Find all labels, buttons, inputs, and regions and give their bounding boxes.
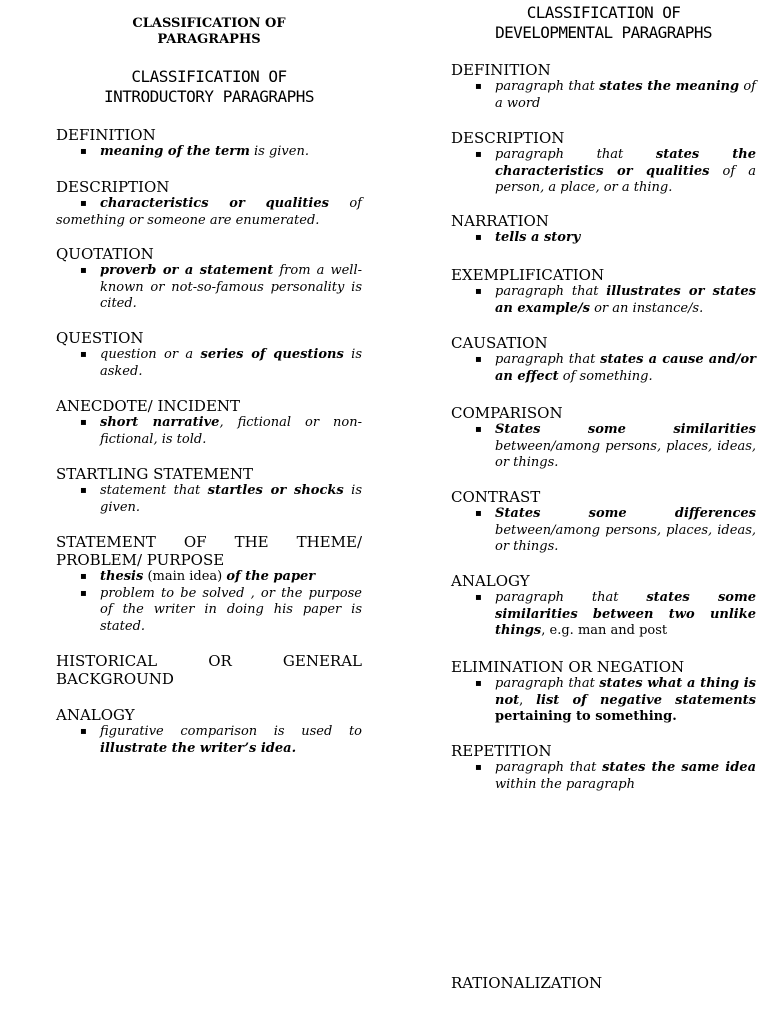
- dev-definition-bullet: ▪ paragraph that states the meaning of a word: [451, 79, 756, 112]
- intro-anecdote-term: ANECDOTE/ INCIDENT: [56, 397, 241, 415]
- intro-historical-term-line1: HISTORICAL OR GENERAL: [56, 652, 362, 670]
- introductory-title: [56, 67, 362, 107]
- dev-rationalization-term: RATIONALIZATION: [451, 974, 603, 992]
- intro-historical-section: [56, 652, 362, 688]
- intro-analogy-bullet: ▪ figurative comparison is used to illustrate the writer’s idea.: [56, 724, 362, 757]
- main-title: [56, 16, 362, 48]
- dev-comparison-section: [451, 404, 756, 472]
- dev-causation-term: CAUSATION: [451, 334, 548, 352]
- dev-description-term: DESCRIPTION: [451, 129, 565, 147]
- main-title-line1: CLASSIFICATION OF: [132, 16, 286, 31]
- dev-contrast-section: [451, 488, 756, 556]
- dev-description-section: [451, 129, 756, 197]
- intro-historical-term: [56, 652, 362, 688]
- developmental-title-line1: CLASSIFICATION OF: [526, 3, 681, 22]
- intro-quotation-term: QUOTATION: [56, 245, 154, 263]
- intro-description-term: DESCRIPTION: [56, 178, 170, 196]
- dev-causation-section: [451, 334, 756, 385]
- dev-elimination-section: [451, 658, 756, 726]
- introductory-title-line1: CLASSIFICATION OF: [131, 67, 287, 86]
- intro-startling-bullet: ▪ statement that startles or shocks is given.: [56, 483, 362, 516]
- dev-comparison-term: COMPARISON: [451, 404, 563, 422]
- dev-analogy-term: ANALOGY: [451, 572, 530, 590]
- intro-theme-bullet-2: ▪ problem to be solved , or the purpose of the writer in doing his paper is stated.: [56, 586, 362, 636]
- intro-startling-term: STARTLING STATEMENT: [56, 465, 253, 483]
- dev-elimination-term: ELIMINATION OR NEGATION: [451, 658, 685, 676]
- main-title-line2: PARAGRAPHS: [157, 32, 261, 47]
- intro-theme-term-line2: PROBLEM/ PURPOSE: [56, 551, 225, 569]
- dev-narration-term: NARRATION: [451, 212, 549, 230]
- dev-definition-section: [451, 61, 756, 112]
- dev-narration-bullet: ▪ tells a story: [451, 230, 756, 247]
- dev-causation-bullet: ▪ paragraph that states a cause and/or an effect of something.: [451, 352, 756, 385]
- dev-repetition-section: [451, 742, 756, 793]
- dev-description-bullet: ▪ paragraph that states the characteristics or qualities of a person, a place, or a thing.: [451, 147, 756, 197]
- dev-exemplification-bullet: ▪ paragraph that illustrates or states an example/s or an instance/s.: [451, 284, 756, 317]
- dev-exemplification-section: [451, 266, 756, 317]
- dev-exemplification-term: EXEMPLIFICATION: [451, 266, 605, 284]
- introductory-title-line2: INTRODUCTORY PARAGRAPHS: [103, 87, 315, 106]
- developmental-title: [451, 3, 756, 43]
- intro-theme-section: [56, 533, 362, 635]
- dev-analogy-bullet: ▪ paragraph that states some similarities between two unlike things, e.g. man and post: [451, 590, 756, 640]
- intro-analogy-section: [56, 706, 362, 757]
- intro-quotation-section: [56, 245, 362, 313]
- intro-theme-term: [56, 533, 362, 569]
- intro-description-section: [56, 178, 362, 229]
- intro-anecdote-section: [56, 397, 362, 448]
- dev-definition-term: DEFINITION: [451, 61, 551, 79]
- intro-definition-bullet: ▪ meaning of the term is given.: [56, 144, 362, 161]
- intro-analogy-term: ANALOGY: [56, 706, 135, 724]
- intro-anecdote-bullet: ▪ short narrative, fictional or non-fictional, is told.: [56, 415, 362, 448]
- intro-theme-bullet-1: ▪ thesis (main idea) of the paper: [56, 569, 362, 586]
- dev-narration-section: [451, 212, 756, 247]
- dev-repetition-bullet: ▪ paragraph that states the same idea within the paragraph: [451, 760, 756, 793]
- dev-comparison-bullet: ▪ States some similarities between/among persons, places, ideas, or things.: [451, 422, 756, 472]
- intro-quotation-bullet: ▪ proverb or a statement from a well-known or not-so-famous personality is cited.: [56, 263, 362, 313]
- dev-elimination-bullet: ▪ paragraph that states what a thing is not, list of negative statements pertaining to something.: [451, 676, 756, 726]
- intro-historical-term-line2: BACKGROUND: [56, 670, 174, 688]
- intro-definition-section: [56, 126, 362, 161]
- dev-contrast-term: CONTRAST: [451, 488, 541, 506]
- intro-startling-section: [56, 465, 362, 516]
- intro-definition-term: DEFINITION: [56, 126, 156, 144]
- intro-theme-term-line1: STATEMENT OF THE THEME/: [56, 533, 362, 551]
- intro-question-bullet: ▪ question or a series of questions is asked.: [56, 347, 362, 380]
- developmental-title-line2: DEVELOPMENTAL PARAGRAPHS: [495, 23, 712, 42]
- intro-description-bullet: ▪ characteristics or qualities of something or someone are enumerated.: [56, 196, 362, 229]
- dev-analogy-section: [451, 572, 756, 640]
- dev-repetition-term: REPETITION: [451, 742, 552, 760]
- dev-contrast-bullet: ▪ States some differences between/among persons, places, ideas, or things.: [451, 506, 756, 556]
- intro-question-term: QUESTION: [56, 329, 144, 347]
- intro-question-section: [56, 329, 362, 380]
